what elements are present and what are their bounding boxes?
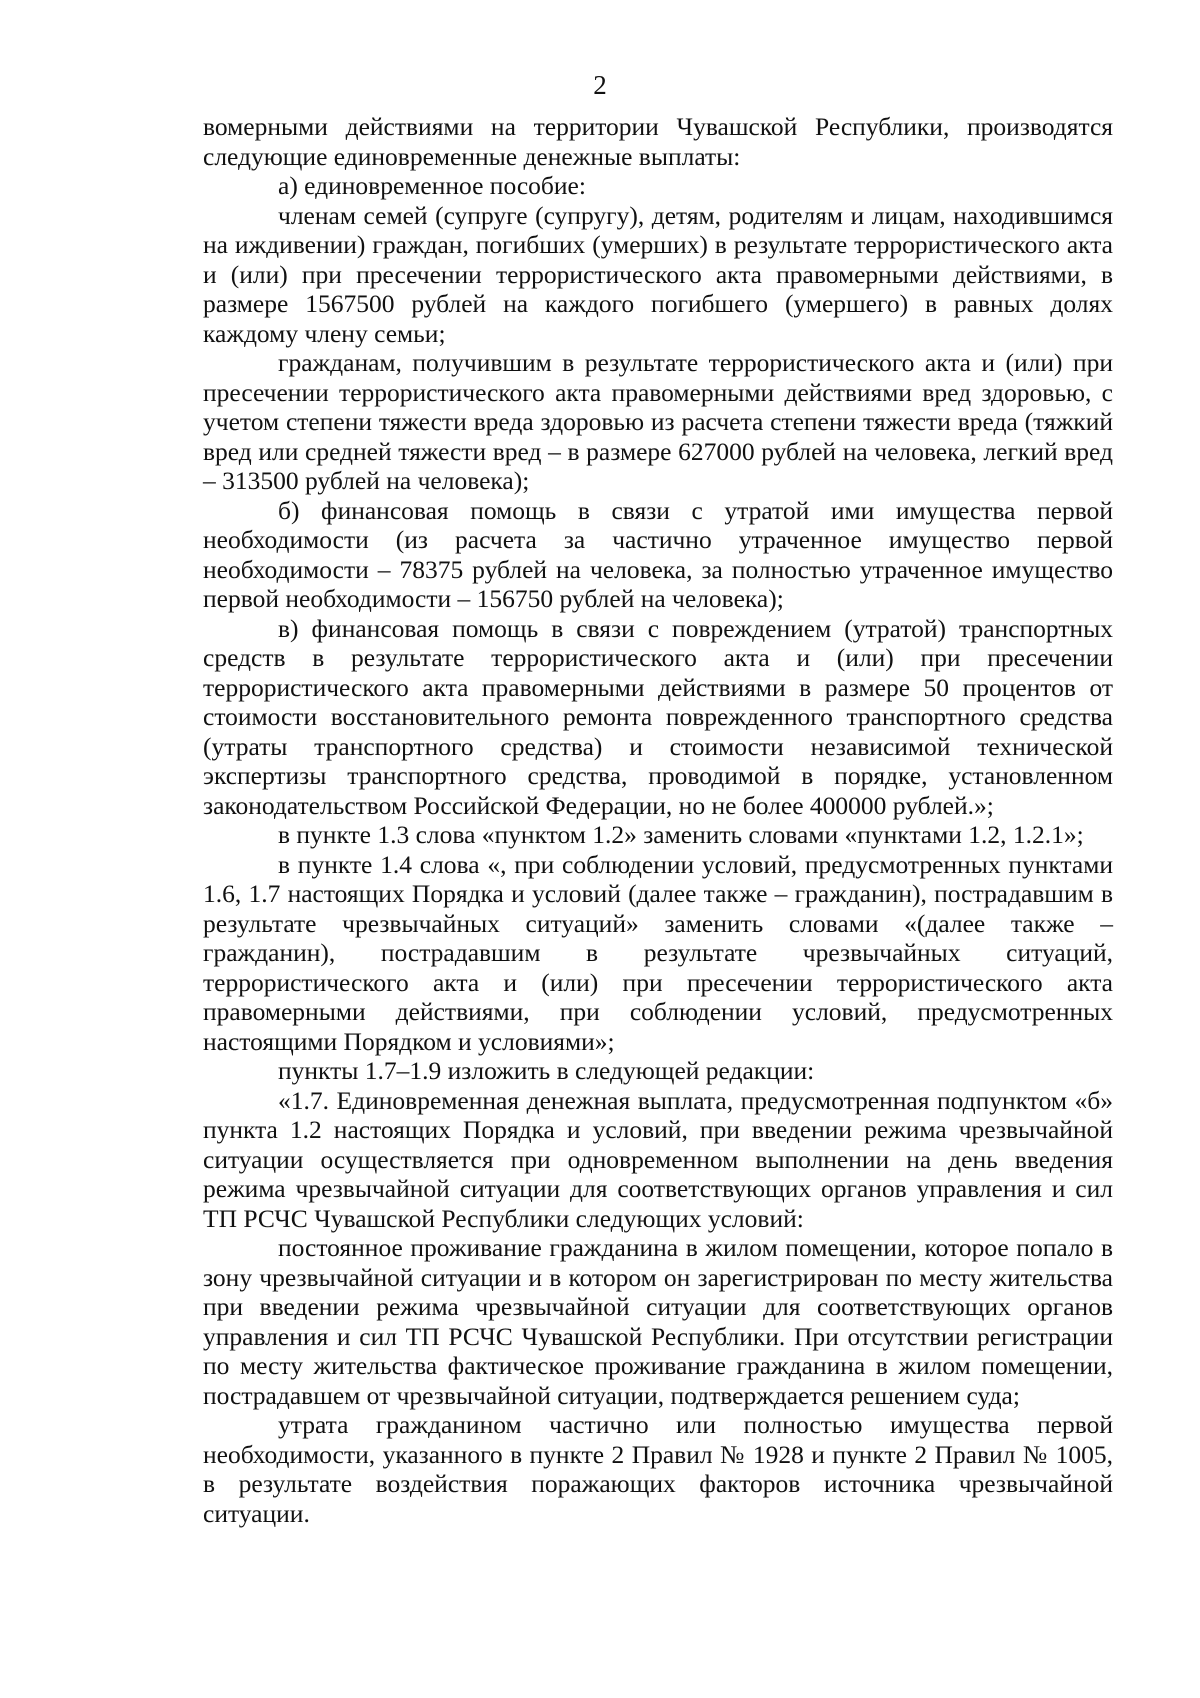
paragraph: в) финансовая помощь в связи с повреждением (утратой) транспортных средств в результате террористического акта и (или) при пресечении террористического акта правомерными действиями в размере 50 процентов от стоимости восстановительного ремонта поврежденного транспортного средства (утраты транспортного средства) и стоимости независимой технической экспертизы транспортного средства, проводимой в порядке, установленном законодательством Российской Федерации, но не более 400000 рублей.»; [203, 613, 1113, 820]
paragraph: а) единовременное пособие: [278, 171, 586, 200]
paragraph: вомерными действиями на территории Чувашской Республики, производятся следующие единовременные денежные выплаты: [203, 112, 1113, 171]
paragraph: в пункте 1.4 слова «, при соблюдении условий, предусмотренных пунктами 1.6, 1.7 настоящих Порядка и условий (далее также – гражданин), пострадавшим в результате чрезвычайных ситуаций» заменить словами «(далее также – гражданин), пострадавшим в результате чрезвычайных ситуаций, террористического акта и (или) при пресечении террористического акта правомерными действиями, при соблюдении условий, предусмотренных настоящими Порядком и условиями»; [203, 849, 1113, 1056]
paragraph: гражданам, получившим в результате террористического акта и (или) при пресечении террористического акта правомерными действиями вред здоровью, с учетом степени тяжести вреда здоровью из расчета степени тяжести вреда (тяжкий вред или средней тяжести вред – в размере 627000 рублей на человека, легкий вред – 313500 рублей на человека); [203, 348, 1113, 495]
paragraph: утрата гражданином частично или полностью имущества первой необходимости, указанного в пункте 2 Правил № 1928 и пункте 2 Правил № 1005, в результате воздействия поражающих факторов источника чрезвычайной ситуации. [203, 1410, 1113, 1528]
paragraph: «1.7. Единовременная денежная выплата, предусмотренная подпунктом «б» пункта 1.2 настоящих Порядка и условий, при введении режима чрезвычайной ситуации осуществляется при одновременном выполнении на день введения режима чрезвычайной ситуации для соответствующих органов управления и сил ТП РСЧС Чувашской Республики следующих условий: [203, 1085, 1113, 1233]
paragraph: в пункте 1.3 слова «пунктом 1.2» заменить словами «пунктами 1.2, 1.2.1»; [278, 820, 1084, 849]
paragraph: членам семей (супруге (супругу), детям, родителям и лицам, находившимся на иждивении) граждан, погибших (умерших) в результате террористического акта и (или) при пресечении террористического акта правомерными действиями, в размере 1567500 рублей на каждого погибшего (умершего) в равных долях каждому члену семьи; [203, 200, 1113, 348]
paragraph: б) финансовая помощь в связи с утратой ими имущества первой необходимости (из расчета за частично утраченное имущество первой необходимости – 78375 рублей на человека, за полностью утраченное имущество первой необходимости – 156750 рублей на человека); [203, 495, 1113, 613]
paragraph: пункты 1.7–1.9 изложить в следующей редакции: [278, 1056, 815, 1085]
document-body [203, 112, 1113, 1528]
page-number: 2 [593, 70, 607, 100]
paragraph: постоянное проживание гражданина в жилом помещении, которое попало в зону чрезвычайной ситуации и в котором он зарегистрирован по месту жительства при введении режима чрезвычайной ситуации для соответствующих органов управления и сил ТП РСЧС Чувашской Республики. При отсутствии регистрации по месту жительства фактическое проживание гражданина в жилом помещении, пострадавшем от чрезвычайной ситуации, подтверждается решением суда; [203, 1233, 1113, 1410]
